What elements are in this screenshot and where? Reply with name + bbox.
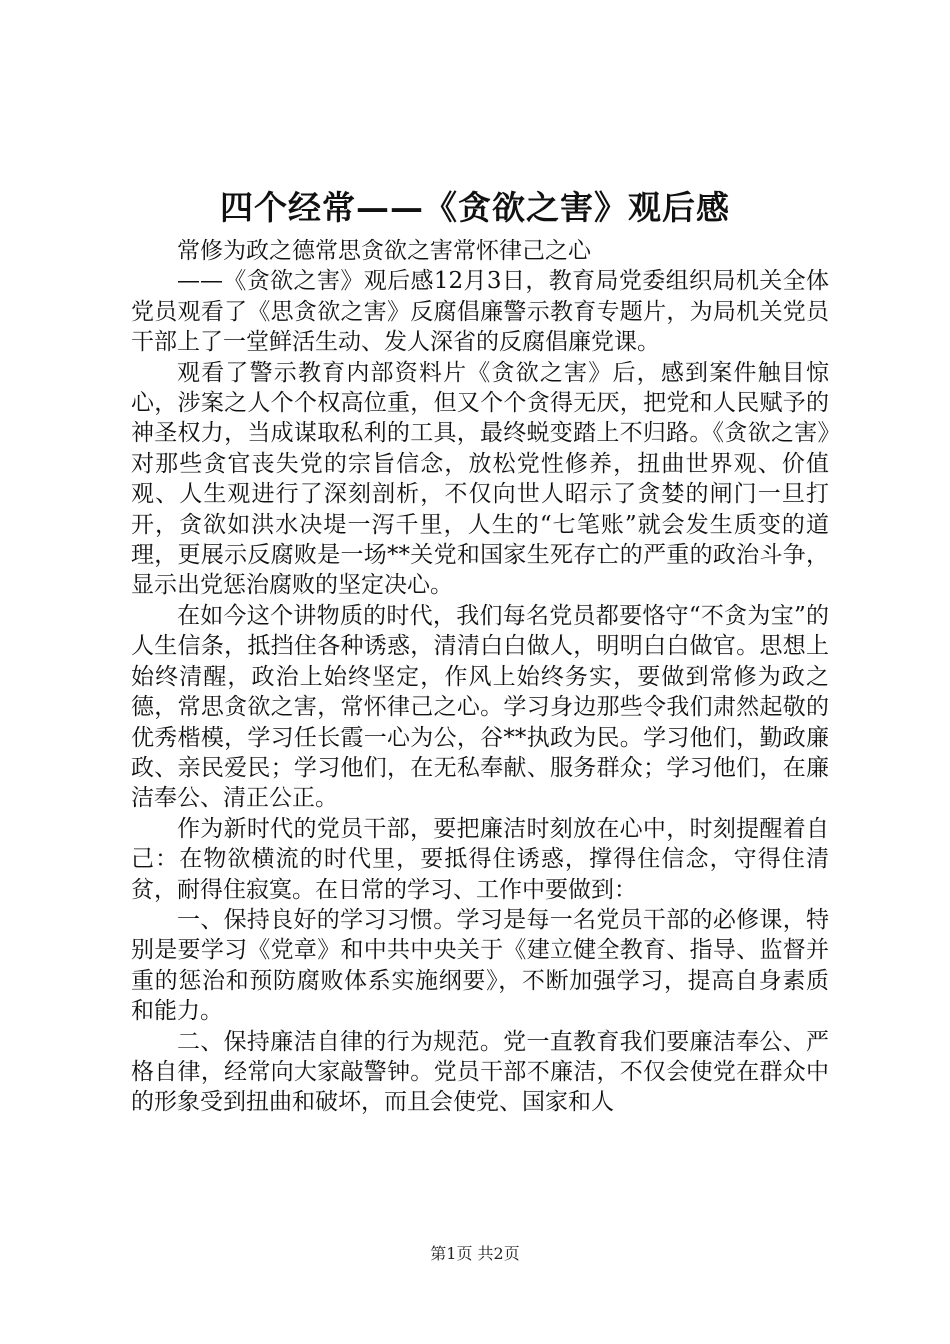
page-number-footer: 第1页 共2页 [430,1244,520,1263]
paragraph: 作为新时代的党员干部，要把廉洁时刻放在心中，时刻提醒着自己：在物欲横流的时代里，要抵得住诱惑，撑得住信念，守得住清贫，耐得住寂寞。在日常的学习、工作中要做到： [131,815,829,903]
document-body [131,236,829,1118]
paragraph: 二、保持廉洁自律的行为规范。党一直教育我们要廉洁奉公、严格自律，经常向大家敲警钟。党员干部不廉洁，不仅会使党在群众中的形象受到扭曲和破坏，而且会使党、国家和人 [131,1028,829,1116]
paragraph: 观看了警示教育内部资料片《贪欲之害》后，感到案件触目惊心，涉案之人个个权高位重，但又个个贪得无厌，把党和人民赋予的神圣权力，当成谋取私利的工具，最终蜕变踏上不归路。《贪欲之害》对那些贪官丧失党的宗旨信念，放松党性修养，扭曲世界观、价值观、人生观进行了深刻剖析，不仅向世人昭示了贪婪的闸门一旦打开，贪欲如洪水决堤一泻千里，人生的“七笔账”就会发生质变的道理，更展示反腐败是一场**关党和国家生死存亡的严重的政治斗争，显示出党惩治腐败的坚定决心。 [131,359,829,599]
document-title: 四个经常——《贪欲之害》观后感 [220,188,730,227]
paragraph: 在如今这个讲物质的时代，我们每名党员都要恪守“不贪为宝”的人生信条，抵挡住各种诱惑，清清白白做人，明明白白做官。思想上始终清醒，政治上始终坚定，作风上始终务实，要做到常修为政之德，常思贪欲之害，常怀律己之心。学习身边那些令我们肃然起敬的优秀楷模，学习任长霞一心为公，谷**执政为民。学习他们，勤政廉政、亲民爱民；学习他们，在无私奉献、服务群众；学习他们，在廉洁奉公、清正公正。 [131,602,829,812]
paragraph: ——《贪欲之害》观后感12月3日，教育局党委组织局机关全体党员观看了《思贪欲之害》反腐倡廉警示教育专题片，为局机关党员干部上了一堂鲜活生动、发人深省的反腐倡廉党课。 [131,268,829,356]
paragraph-subtitle: 常修为政之德常思贪欲之害常怀律己之心 [177,238,591,264]
paragraph: 一、保持良好的学习习惯。学习是每一名党员干部的必修课，特别是要学习《党章》和中共中央关于《建立健全教育、指导、监督并重的惩治和预防腐败体系实施纲要》，不断加强学习，提高自身素质和能力。 [131,906,829,1025]
